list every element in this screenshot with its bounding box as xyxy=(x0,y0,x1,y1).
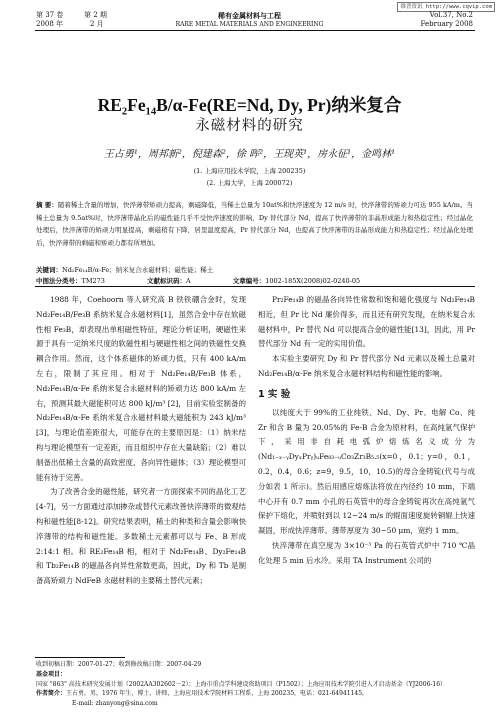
header-journal-cn: 稀有金属材料与工程 xyxy=(218,11,281,20)
article-number-label: 文章编号： xyxy=(232,277,266,285)
intro-paragraph-2: 为了改善合金的磁性能，研究者一方面探索不同的晶化工艺[4-7]，另一方面通过添加掺杂或替代元素改善快淬薄带的微观结构和磁性能[8-12]。研究结果表明，稀土的种类和含量会影响快淬薄带的结构和磁性能。多数稀土元素都可以与 Fe、B 形成 2:14:1 相。和 RE₂Fe₁₄B 相，相对于 Nd₂Fe₁₄B、Dy₂Fe₁₄B 和 Tb₂Fe₁₄B 的磁晶各向异性常数更高，因此，Dy 和 Tb 是制备高矫顽力 NdFeB 永磁材料的主要稀土替代元素； xyxy=(36,487,246,586)
abstract-block xyxy=(36,199,473,249)
section-heading-experiment: 1 实 验 xyxy=(258,388,291,400)
classification-line xyxy=(36,276,473,286)
header-journal-en: RARE METAL MATERIALS AND ENGINEERING xyxy=(175,21,324,28)
article-number: 1002-185X(2008)02-0240-05 xyxy=(265,277,361,285)
bio-text: 王占勇，男，1976 年生，博士，讲师，上海应用技术学院材料工程系，上海 200235，电话：021-64941145， xyxy=(66,690,369,698)
doc-code: A xyxy=(185,277,191,285)
header-date-en: February 2008 xyxy=(420,20,473,28)
abstract-label: 摘 要： xyxy=(36,201,58,209)
fund-text: 国家 "863" 高技术研究发展计划（2002AA302602－2）；上海市重点学科建设资助项目（P1502）；上海应用技术学院引进人才启动基金（YJ2006-16） xyxy=(36,680,447,688)
bio-label: 作者简介： xyxy=(36,690,67,698)
affiliation-2: (2. 上海大学，上海 200072) xyxy=(206,179,293,187)
fund-label: 基金项目： xyxy=(36,670,67,678)
author-bio xyxy=(36,689,476,699)
received-dates: 收到初稿日期：2007-01-27；收到修改稿日期：2007-04-29 xyxy=(36,661,202,668)
header-volume: 第 37 卷 xyxy=(36,11,64,19)
clc-label: 中图法分类号： xyxy=(36,277,82,285)
experiment-paragraph-1: 以纯度大于 99%的工业纯铁、Nd、Dy、Pr、电解 Co、纯 Zr 和含 B 量为 20.05%的 Fe-B 合金为原材料，在高纯氩气保护下，采用非自耗电弧炉熔炼名义成分为(Nd₁₋ₓ₋ᵧDyₓPrᵧ)ᵤFe₈₃₋ᵤCo₃Zr₃B₅.₅(x=0，0.1；y=0，0.1，0.2，0.4，0.6；z=9，9.5，10，10.5)的母合金铸锭(代号与成分如表 1 所示)。然后用感应熔炼法将放在内径约 10 mm，下端中心开有 0.7 mm 小孔的石英管中的母合金铸锭再次在高纯氩气保护下熔化，并喷射到以 12~24 m/s 的辊面速度旋转铜辊上快速凝固，形成快淬薄带。薄带厚度为 30~50 μm，宽约 1 mm。 xyxy=(258,407,475,536)
keywords-line xyxy=(36,265,213,275)
keywords-text: Nd₂Fe₁₄B/α-Fe；纳米复合永磁材料；磁性能；稀土 xyxy=(62,266,214,274)
intro-paragraph-1: 1988 年，Coehoorn 等人研究高 B 铁铁硼合金时，发现 Nd₂Fe₁₄B/Fe₃B 系纳米复合永磁材料[1]，虽然合金中存在软磁性相 Fe₃B，却表现出单相磁性特征，理论分析证明，硬磁性来源于具有一定纳米尺度的软磁性相与硬磁性相之间的铁磁性交换耦合作用。然而，这个体系磁体的矫顽力低，只有 400 kA/m 左右，限制了其应用。相对于 Nd₂Fe₁₄B/Fe₃B 体系，Nd₂Fe₁₄B/α-Fe 系纳米复合永磁材料的矫顽力达 800 kA/m 左右，预测其最大磁能积可达 800 kJ/m³ [2]，目前实验室制备的 Nd₂Fe₁₄B/α-Fe 系纳米复合永磁材料最大磁能积为 243 kJ/m³ [3]，与理论值差距很大，可能存在的主要原因是：（1）纳米结构与理论模型有一定差距，而且组织中存在大量缺陷；（2）难以制备出低稀土含量的高致密度、各向异性磁体；（3）理论模型可能有待于完善。 xyxy=(36,295,246,482)
header-volume-en: Vol.37, No.2 xyxy=(429,11,473,19)
header-issue: 第 2 期 xyxy=(84,11,107,19)
header-month: 2 月 xyxy=(90,20,104,28)
abstract-text: 随着稀土含量的增加，快淬薄带矫顽力提高，剩磁降低，当稀土总量为 10at%和快淬速度为 12 m/s 时，快淬薄带的矫顽力可达 955 kA/m。当稀土总量为 9.5at%时，快淬薄带晶化后的磁性能几乎不受快淬速度的影响，Dy 替代部分 Nd，提高了快淬薄带的非晶形成能力和热稳定性；经过晶化处理后，快淬薄带的矫顽力明显提高，剩磁稍有下降，居里温度提高，Pr 替代部分 Nd，也提高了快淬薄带的非晶形成能力和热稳定性；经过晶化处理后，快淬薄带的剩磁和矫顽力都有所增加。 xyxy=(36,201,474,247)
left-column xyxy=(36,293,246,589)
clc-number: TM273 xyxy=(81,277,105,285)
fund-info xyxy=(36,670,476,690)
header-rule xyxy=(35,30,475,31)
paper-title: RE₂Fe₁₄B/α-Fe(RE=Nd, Dy, Pr)纳米复合 xyxy=(97,95,402,115)
affiliation-1: (1. 上海应用技术学院，上海 200235) xyxy=(193,167,306,175)
watermark-stamp: 维普资讯 http://www.cqvip.com xyxy=(397,2,495,12)
experiment-paragraph-2: 快淬薄带在真空度为 3×10⁻³ Pa 的石英管式炉中 710 ℃晶化处理 5 min 后水冷。采用 TA Instrument 公司的 xyxy=(258,540,475,565)
keywords-label: 关键词： xyxy=(36,266,62,274)
right-column xyxy=(258,293,475,569)
abstract-rule xyxy=(35,286,475,287)
author-list: 王占勇¹，周邦新²，倪建森²，徐 晖²，王现英¹，房永征¹，金鸣林¹ xyxy=(103,149,396,160)
intro-paragraph-4: 本实验主要研究 Dy 和 Pr 替代部分 Nd 元素以及稀土总量对 Nd₂Fe₁₄B/α-Fe 纳米复合永磁材料结构和磁性能的影响。 xyxy=(258,354,475,378)
author-email: E-mail: zhanyong@sina.com xyxy=(72,700,158,708)
paper-title-line2: 永磁材料的研究 xyxy=(195,118,304,134)
header-year: 2008 年 xyxy=(36,20,64,28)
footnote-rule xyxy=(35,657,125,658)
doc-code-label: 文献标识码： xyxy=(146,277,186,285)
intro-paragraph-3: Pr₂Fe₁₄B 的磁晶各向异性常数和饱和磁化强度与 Nd₂Fe₁₄B 相近，但 Pr 比 Nd 廉价得多，而且还有研究发现，在纳米复合永磁材料中，Pr 替代 Nd 可以提高合金的磁性能[13]，因此，用 Pr 替代部分 Nd 有一定的实用价值。 xyxy=(258,295,475,349)
footnote-block xyxy=(36,660,476,709)
